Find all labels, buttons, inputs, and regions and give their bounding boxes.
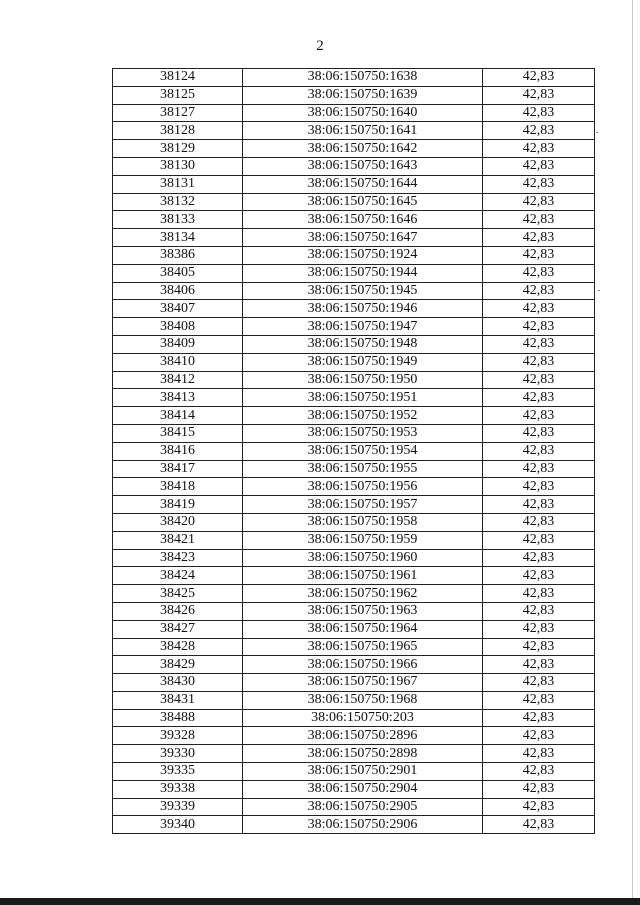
row-id-cell: 38413 [113, 389, 243, 407]
value-cell: 42,83 [483, 549, 595, 567]
table-row [113, 513, 595, 531]
table-row [113, 798, 595, 816]
row-id-cell: 38424 [113, 567, 243, 585]
value-cell: 42,83 [483, 478, 595, 496]
table-row [113, 389, 595, 407]
table-row [113, 140, 595, 158]
row-id-cell: 39339 [113, 798, 243, 816]
cadastral-number-cell: 38:06:150750:2904 [243, 780, 483, 798]
value-cell: 42,83 [483, 745, 595, 763]
row-id-cell: 38414 [113, 407, 243, 425]
table-row [113, 157, 595, 175]
row-id-cell: 38129 [113, 140, 243, 158]
table-row [113, 460, 595, 478]
cadastral-number-cell: 38:06:150750:1965 [243, 638, 483, 656]
cadastral-number-cell: 38:06:150750:1946 [243, 300, 483, 318]
cadastral-number-cell: 38:06:150750:1924 [243, 246, 483, 264]
cadastral-number-cell: 38:06:150750:1639 [243, 86, 483, 104]
table-row [113, 763, 595, 781]
value-cell: 42,83 [483, 264, 595, 282]
row-id-cell: 38407 [113, 300, 243, 318]
value-cell: 42,83 [483, 175, 595, 193]
cadastral-number-cell: 38:06:150750:1638 [243, 69, 483, 87]
table-row [113, 620, 595, 638]
cadastral-number-cell: 38:06:150750:1968 [243, 691, 483, 709]
row-id-cell: 39335 [113, 763, 243, 781]
cadastral-number-cell: 38:06:150750:1951 [243, 389, 483, 407]
value-cell: 42,83 [483, 86, 595, 104]
value-cell: 42,83 [483, 460, 595, 478]
table-row [113, 300, 595, 318]
cadastral-number-cell: 38:06:150750:203 [243, 709, 483, 727]
value-cell: 42,83 [483, 300, 595, 318]
row-id-cell: 38430 [113, 674, 243, 692]
value-cell: 42,83 [483, 211, 595, 229]
row-id-cell: 38134 [113, 229, 243, 247]
row-id-cell: 38124 [113, 69, 243, 87]
row-id-cell: 39330 [113, 745, 243, 763]
cadastral-number-cell: 38:06:150750:1640 [243, 104, 483, 122]
cadastral-number-cell: 38:06:150750:1642 [243, 140, 483, 158]
cadastral-number-cell: 38:06:150750:1966 [243, 656, 483, 674]
cadastral-number-cell: 38:06:150750:1647 [243, 229, 483, 247]
value-cell: 42,83 [483, 442, 595, 460]
value-cell: 42,83 [483, 763, 595, 781]
row-id-cell: 39338 [113, 780, 243, 798]
table-row [113, 478, 595, 496]
table-row [113, 407, 595, 425]
table-row [113, 691, 595, 709]
row-id-cell: 38417 [113, 460, 243, 478]
table-row [113, 442, 595, 460]
cadastral-number-cell: 38:06:150750:1645 [243, 193, 483, 211]
value-cell: 42,83 [483, 335, 595, 353]
parcel-table-body [113, 69, 595, 834]
cadastral-number-cell: 38:06:150750:1964 [243, 620, 483, 638]
value-cell: 42,83 [483, 585, 595, 603]
value-cell: 42,83 [483, 140, 595, 158]
table-row [113, 531, 595, 549]
row-id-cell: 38125 [113, 86, 243, 104]
cadastral-number-cell: 38:06:150750:1967 [243, 674, 483, 692]
cadastral-number-cell: 38:06:150750:1948 [243, 335, 483, 353]
cadastral-number-cell: 38:06:150750:1961 [243, 567, 483, 585]
row-id-cell: 38423 [113, 549, 243, 567]
scan-edge [632, 0, 633, 898]
table-row [113, 282, 595, 300]
cadastral-number-cell: 38:06:150750:2898 [243, 745, 483, 763]
cadastral-number-cell: 38:06:150750:1957 [243, 496, 483, 514]
cadastral-number-cell: 38:06:150750:1952 [243, 407, 483, 425]
cadastral-number-cell: 38:06:150750:1954 [243, 442, 483, 460]
value-cell: 42,83 [483, 567, 595, 585]
row-id-cell: 38131 [113, 175, 243, 193]
cadastral-number-cell: 38:06:150750:1955 [243, 460, 483, 478]
cadastral-number-cell: 38:06:150750:1950 [243, 371, 483, 389]
table-row [113, 585, 595, 603]
cadastral-number-cell: 38:06:150750:1947 [243, 318, 483, 336]
value-cell: 42,83 [483, 157, 595, 175]
row-id-cell: 38408 [113, 318, 243, 336]
table-row [113, 567, 595, 585]
table-row [113, 656, 595, 674]
value-cell: 42,83 [483, 407, 595, 425]
row-id-cell: 38416 [113, 442, 243, 460]
table-row [113, 122, 595, 140]
cadastral-number-cell: 38:06:150750:1956 [243, 478, 483, 496]
table-row [113, 193, 595, 211]
table-row [113, 86, 595, 104]
table-row [113, 371, 595, 389]
table-row [113, 780, 595, 798]
cadastral-number-cell: 38:06:150750:1958 [243, 513, 483, 531]
table-row [113, 638, 595, 656]
cadastral-number-cell: 38:06:150750:1953 [243, 424, 483, 442]
row-id-cell: 38406 [113, 282, 243, 300]
value-cell: 42,83 [483, 674, 595, 692]
value-cell: 42,83 [483, 602, 595, 620]
row-id-cell: 38420 [113, 513, 243, 531]
cadastral-number-cell: 38:06:150750:2906 [243, 816, 483, 834]
value-cell: 42,83 [483, 246, 595, 264]
row-id-cell: 39340 [113, 816, 243, 834]
value-cell: 42,83 [483, 780, 595, 798]
value-cell: 42,83 [483, 371, 595, 389]
row-id-cell: 38415 [113, 424, 243, 442]
row-id-cell: 38425 [113, 585, 243, 603]
cadastral-number-cell: 38:06:150750:1641 [243, 122, 483, 140]
value-cell: 42,83 [483, 496, 595, 514]
value-cell: 42,83 [483, 229, 595, 247]
value-cell: 42,83 [483, 424, 595, 442]
row-id-cell: 38488 [113, 709, 243, 727]
cadastral-number-cell: 38:06:150750:2905 [243, 798, 483, 816]
row-id-cell: 38421 [113, 531, 243, 549]
value-cell: 42,83 [483, 727, 595, 745]
row-id-cell: 38386 [113, 246, 243, 264]
row-id-cell: 38409 [113, 335, 243, 353]
row-id-cell: 38127 [113, 104, 243, 122]
scan-speck [598, 290, 600, 291]
value-cell: 42,83 [483, 353, 595, 371]
row-id-cell: 38410 [113, 353, 243, 371]
table-row [113, 318, 595, 336]
table-row [113, 211, 595, 229]
row-id-cell: 39328 [113, 727, 243, 745]
cadastral-number-cell: 38:06:150750:1643 [243, 157, 483, 175]
table-row [113, 229, 595, 247]
value-cell: 42,83 [483, 69, 595, 87]
cadastral-number-cell: 38:06:150750:1959 [243, 531, 483, 549]
cadastral-number-cell: 38:06:150750:1960 [243, 549, 483, 567]
row-id-cell: 38405 [113, 264, 243, 282]
cadastral-number-cell: 38:06:150750:1644 [243, 175, 483, 193]
table-row [113, 424, 595, 442]
cadastral-number-cell: 38:06:150750:1945 [243, 282, 483, 300]
row-id-cell: 38427 [113, 620, 243, 638]
cadastral-number-cell: 38:06:150750:2896 [243, 727, 483, 745]
row-id-cell: 38128 [113, 122, 243, 140]
value-cell: 42,83 [483, 620, 595, 638]
table-row [113, 727, 595, 745]
value-cell: 42,83 [483, 282, 595, 300]
row-id-cell: 38418 [113, 478, 243, 496]
table-row [113, 602, 595, 620]
value-cell: 42,83 [483, 709, 595, 727]
scan-bottom-bar [0, 898, 640, 905]
table-row [113, 264, 595, 282]
cadastral-number-cell: 38:06:150750:2901 [243, 763, 483, 781]
cadastral-number-cell: 38:06:150750:1944 [243, 264, 483, 282]
cadastral-number-cell: 38:06:150750:1963 [243, 602, 483, 620]
table-row [113, 709, 595, 727]
table-row [113, 69, 595, 87]
table-row [113, 104, 595, 122]
value-cell: 42,83 [483, 638, 595, 656]
row-id-cell: 38431 [113, 691, 243, 709]
row-id-cell: 38419 [113, 496, 243, 514]
value-cell: 42,83 [483, 531, 595, 549]
value-cell: 42,83 [483, 816, 595, 834]
row-id-cell: 38426 [113, 602, 243, 620]
table-row [113, 246, 595, 264]
value-cell: 42,83 [483, 798, 595, 816]
table-row [113, 175, 595, 193]
table-row [113, 745, 595, 763]
row-id-cell: 38429 [113, 656, 243, 674]
cadastral-number-cell: 38:06:150750:1646 [243, 211, 483, 229]
row-id-cell: 38428 [113, 638, 243, 656]
value-cell: 42,83 [483, 318, 595, 336]
scan-speck [596, 132, 598, 133]
cadastral-number-cell: 38:06:150750:1949 [243, 353, 483, 371]
table-row [113, 353, 595, 371]
table-row [113, 816, 595, 834]
value-cell: 42,83 [483, 656, 595, 674]
value-cell: 42,83 [483, 389, 595, 407]
row-id-cell: 38412 [113, 371, 243, 389]
table-row [113, 335, 595, 353]
cadastral-number-cell: 38:06:150750:1962 [243, 585, 483, 603]
value-cell: 42,83 [483, 193, 595, 211]
value-cell: 42,83 [483, 513, 595, 531]
table-row [113, 496, 595, 514]
value-cell: 42,83 [483, 104, 595, 122]
table-row [113, 549, 595, 567]
parcel-table [112, 68, 595, 834]
value-cell: 42,83 [483, 122, 595, 140]
row-id-cell: 38132 [113, 193, 243, 211]
value-cell: 42,83 [483, 691, 595, 709]
page-number: 2 [316, 38, 324, 54]
row-id-cell: 38130 [113, 157, 243, 175]
row-id-cell: 38133 [113, 211, 243, 229]
table-row [113, 674, 595, 692]
